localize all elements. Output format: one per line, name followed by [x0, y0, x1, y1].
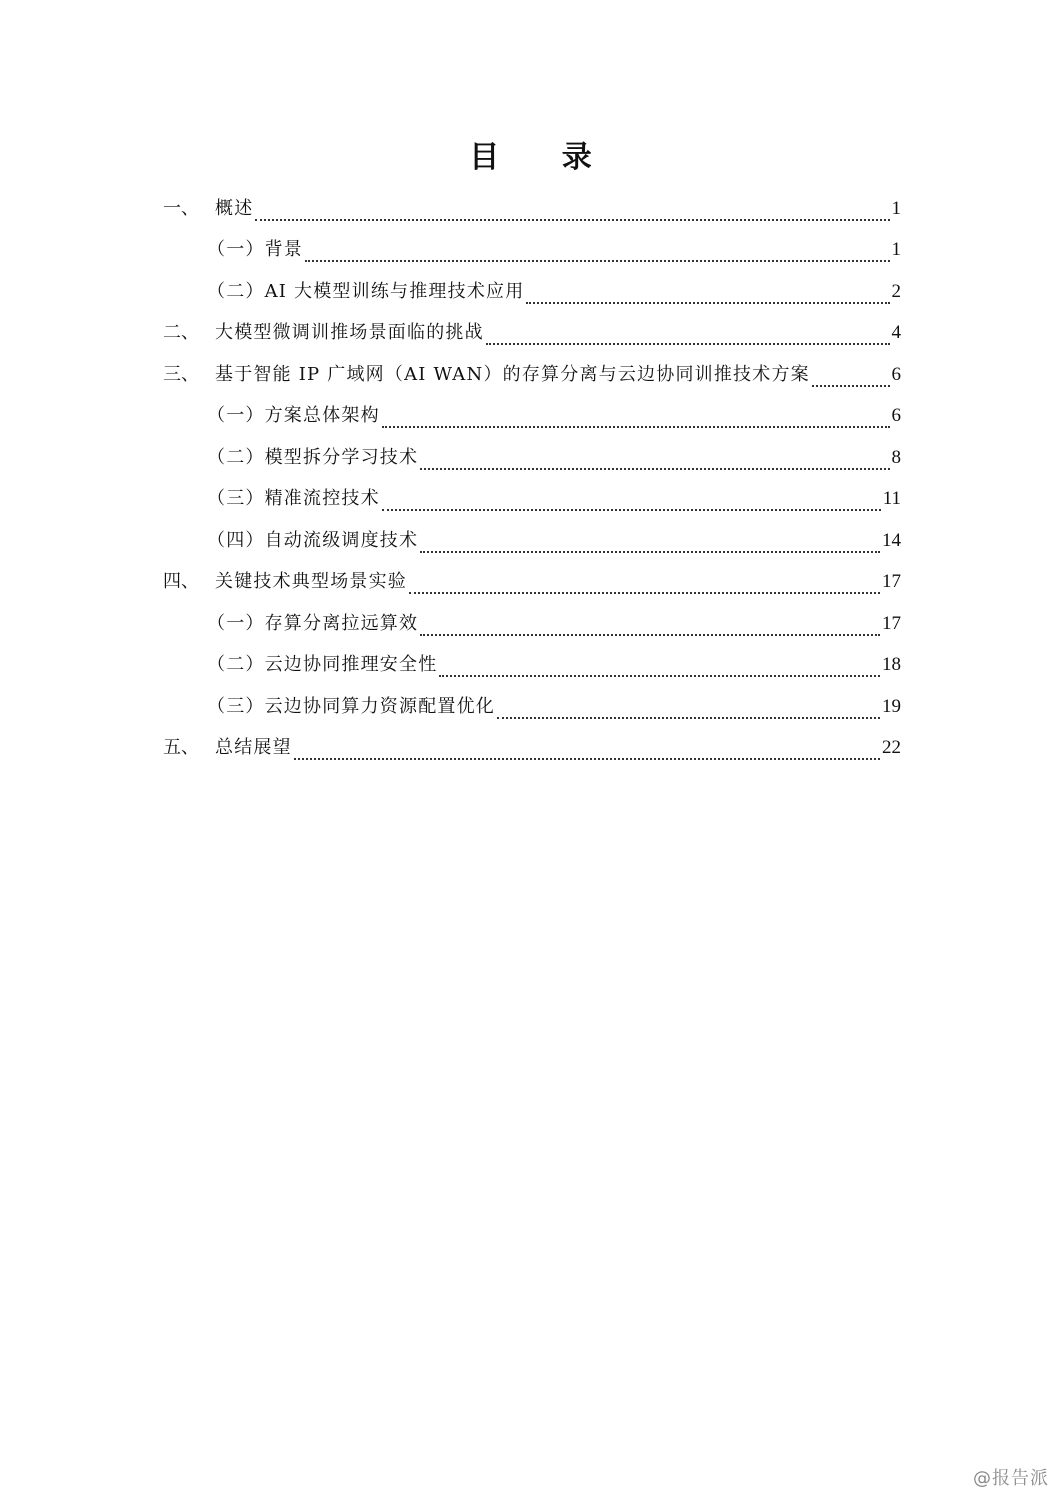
toc-entry-label: 关键技术典型场景实验 — [215, 571, 407, 593]
toc-chapter-entry — [163, 313, 901, 355]
dot-leader — [420, 610, 880, 636]
toc-section-entry — [163, 520, 901, 562]
toc-entry-label: 总结展望 — [215, 737, 292, 759]
toc-entry-number: 三、 — [163, 363, 199, 385]
toc-entry-text — [163, 736, 292, 760]
toc-section-entry — [163, 230, 901, 272]
toc-section-entry — [163, 645, 901, 687]
toc-page-number: 1 — [891, 197, 901, 219]
toc-entry-text — [163, 197, 253, 221]
toc-page-number: 8 — [891, 446, 901, 468]
toc-section-entry — [163, 271, 901, 313]
toc-entry-text — [207, 446, 418, 470]
toc-entry-label: 概述 — [215, 197, 254, 219]
dot-leader — [526, 278, 889, 304]
toc-page-number: 14 — [882, 529, 901, 551]
toc-page-number: 19 — [882, 695, 901, 717]
toc-entry-text — [207, 487, 380, 511]
dot-leader — [420, 444, 889, 470]
toc-entry-text — [207, 529, 418, 553]
toc-page-number: 18 — [882, 654, 901, 676]
toc-entry-text — [163, 363, 810, 387]
toc-entry-number: 一、 — [163, 197, 199, 219]
toc-entry-text — [207, 238, 303, 262]
toc-entry-label: （二）模型拆分学习技术 — [207, 446, 419, 468]
toc-page-number: 6 — [891, 405, 901, 427]
toc-page-number: 17 — [882, 571, 901, 593]
dot-leader — [255, 195, 889, 221]
toc-page-number: 4 — [891, 322, 901, 344]
toc-section-entry — [163, 437, 901, 479]
toc-entry-text — [163, 570, 407, 594]
dot-leader — [486, 319, 890, 345]
toc-entry-number: 四、 — [163, 571, 199, 593]
toc-page-number: 6 — [891, 363, 901, 385]
dot-leader — [439, 651, 880, 677]
toc-entry-label: （一）背景 — [207, 239, 303, 261]
dot-leader — [305, 236, 890, 262]
toc-chapter-entry — [163, 562, 901, 604]
toc-entry-number: 五、 — [163, 737, 199, 759]
dot-leader — [497, 693, 880, 719]
toc-section-entry — [163, 479, 901, 521]
toc-entry-label: （二）云边协同推理安全性 — [207, 654, 438, 676]
toc-entry-label: （一）存算分离拉远算效 — [207, 612, 419, 634]
toc-entry-label: 基于智能 IP 广域网（AI WAN）的存算分离与云边协同训推技术方案 — [215, 363, 810, 385]
toc-section-entry — [163, 396, 901, 438]
dot-leader — [812, 361, 890, 387]
toc-entry-label: 大模型微调训推场景面临的挑战 — [215, 322, 484, 344]
table-of-contents — [163, 188, 901, 769]
toc-page-number: 17 — [882, 612, 901, 634]
toc-entry-text — [163, 321, 484, 345]
toc-entry-text — [207, 695, 495, 719]
toc-section-entry — [163, 686, 901, 728]
toc-page-number: 2 — [891, 280, 901, 302]
toc-entry-number: 二、 — [163, 322, 199, 344]
toc-entry-text — [207, 653, 437, 677]
toc-section-entry — [163, 603, 901, 645]
toc-entry-label: （二）AI 大模型训练与推理技术应用 — [207, 280, 525, 302]
toc-entry-text — [207, 612, 418, 636]
toc-chapter-entry — [163, 728, 901, 770]
toc-entry-label: （三）精准流控技术 — [207, 488, 380, 510]
toc-chapter-entry — [163, 354, 901, 396]
toc-chapter-entry — [163, 188, 901, 230]
dot-leader — [409, 568, 880, 594]
dot-leader — [294, 734, 880, 760]
dot-leader — [382, 485, 881, 511]
toc-entry-text — [207, 280, 524, 304]
dot-leader — [420, 527, 880, 553]
toc-entry-label: （三）云边协同算力资源配置优化 — [207, 695, 495, 717]
toc-entry-label: （一）方案总体架构 — [207, 405, 380, 427]
toc-entry-label: （四）自动流级调度技术 — [207, 529, 419, 551]
toc-page-number: 22 — [882, 737, 901, 759]
dot-leader — [382, 402, 890, 428]
toc-page-number: 1 — [891, 239, 901, 261]
toc-entry-text — [207, 404, 380, 428]
page-title: 目 录 — [469, 140, 618, 175]
toc-page-number: 11 — [882, 488, 901, 510]
watermark: @报告派 — [973, 1468, 1049, 1489]
